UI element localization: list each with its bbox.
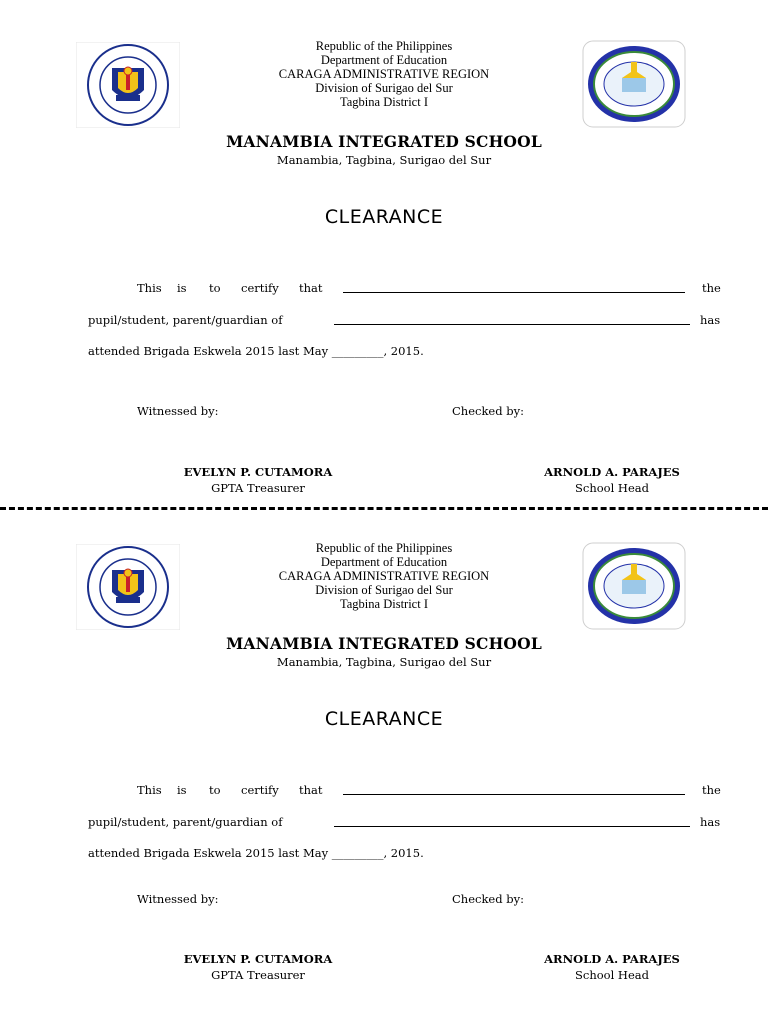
checker-name: ARNOLD A. PARAJES [544, 465, 680, 479]
header-department: Department of Education [320, 53, 448, 67]
school-name: MANAMBIA INTEGRATED SCHOOL [226, 132, 542, 151]
body-word: that [299, 281, 323, 295]
body-line-2-left: pupil/student, parent/guardian of [88, 815, 283, 829]
witness-name: EVELYN P. CUTAMORA [183, 465, 333, 479]
clearance-form-top [0, 0, 768, 500]
document-title: CLEARANCE [324, 708, 444, 730]
clearance-form-bottom [0, 502, 768, 1002]
body-line-2-right: has [700, 815, 721, 829]
header-republic: Republic of the Philippines [315, 39, 453, 53]
body-word: to [209, 783, 221, 797]
body-line-3: attended Brigada Eskwela 2015 last May _________, 2015. [88, 344, 424, 358]
school-address: Manambia, Tagbina, Surigao del Sur [276, 153, 492, 167]
header-district: Tagbina District I [340, 95, 428, 109]
document-title: CLEARANCE [324, 206, 444, 228]
header-department: Department of Education [320, 555, 448, 569]
header-district: Tagbina District I [340, 597, 428, 611]
body-word: the [702, 783, 721, 797]
body-word: is [177, 281, 187, 295]
body-word: to [209, 281, 221, 295]
checker-role: School Head [575, 481, 649, 495]
witness-role: GPTA Treasurer [211, 481, 305, 495]
school-name: MANAMBIA INTEGRATED SCHOOL [226, 634, 542, 653]
witnessed-label: Witnessed by: [137, 892, 219, 906]
checker-role: School Head [575, 968, 649, 982]
guardian-blank-line[interactable] [334, 324, 690, 325]
body-word: This [137, 281, 162, 295]
name-blank-line[interactable] [343, 794, 685, 795]
body-word: certify [241, 281, 279, 295]
body-word: is [177, 783, 187, 797]
header-region: CARAGA ADMINISTRATIVE REGION [278, 569, 490, 583]
header-division: Division of Surigao del Sur [315, 81, 453, 95]
witnessed-label: Witnessed by: [137, 404, 219, 418]
body-line-2-right: has [700, 313, 721, 327]
guardian-blank-line[interactable] [334, 826, 690, 827]
name-blank-line[interactable] [343, 292, 685, 293]
witness-role: GPTA Treasurer [211, 968, 305, 982]
body-line-3: attended Brigada Eskwela 2015 last May _________, 2015. [88, 846, 424, 860]
header-division: Division of Surigao del Sur [315, 583, 453, 597]
checker-name: ARNOLD A. PARAJES [544, 952, 680, 966]
body-word: certify [241, 783, 279, 797]
body-word: the [702, 281, 721, 295]
witness-name: EVELYN P. CUTAMORA [183, 952, 333, 966]
checked-label: Checked by: [452, 892, 524, 906]
checked-label: Checked by: [452, 404, 524, 418]
header-republic: Republic of the Philippines [315, 541, 453, 555]
body-line-2-left: pupil/student, parent/guardian of [88, 313, 283, 327]
header-region: CARAGA ADMINISTRATIVE REGION [278, 67, 490, 81]
school-address: Manambia, Tagbina, Surigao del Sur [276, 655, 492, 669]
body-word: This [137, 783, 162, 797]
body-word: that [299, 783, 323, 797]
